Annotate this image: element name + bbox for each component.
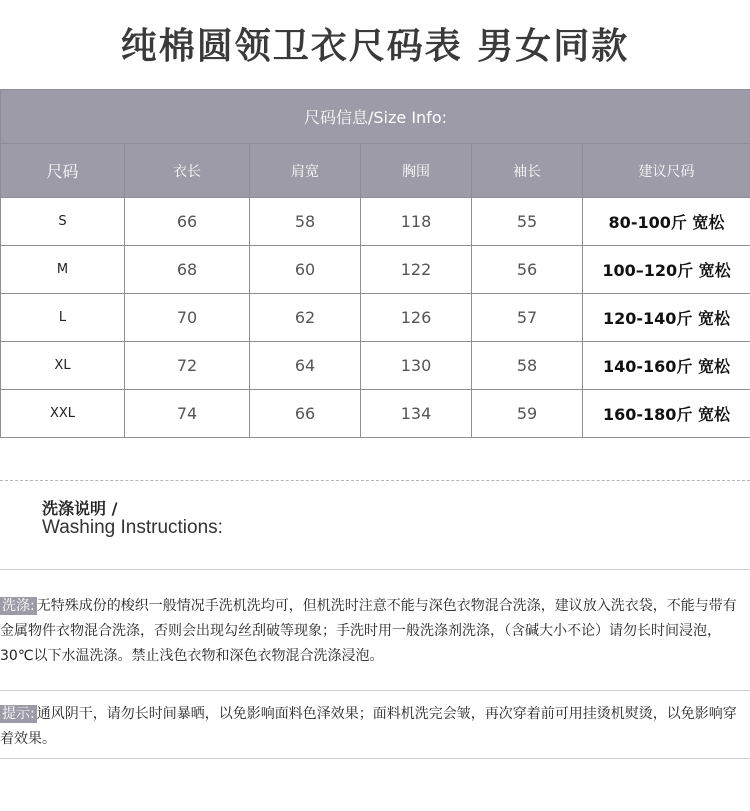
size-cell: M bbox=[1, 246, 125, 294]
chest-cell: 118 bbox=[361, 198, 472, 246]
table-row bbox=[1, 246, 750, 294]
column-header: 衣长 bbox=[125, 144, 250, 198]
shoulder-cell: 58 bbox=[250, 198, 361, 246]
sleeve-cell: 55 bbox=[472, 198, 583, 246]
page-title: 纯棉圆领卫衣尺码表 男女同款 bbox=[120, 26, 630, 67]
shoulder-cell: 62 bbox=[250, 294, 361, 342]
length-cell: 74 bbox=[125, 390, 250, 438]
chest-cell: 126 bbox=[361, 294, 472, 342]
column-header-row bbox=[1, 144, 750, 198]
table-row bbox=[1, 294, 750, 342]
length-cell: 66 bbox=[125, 198, 250, 246]
length-cell: 68 bbox=[125, 246, 250, 294]
tip-paragraph bbox=[0, 702, 745, 752]
sleeve-cell: 59 bbox=[472, 390, 583, 438]
recommend-cell: 120-140斤 宽松 bbox=[583, 294, 750, 342]
column-header: 胸围 bbox=[361, 144, 472, 198]
recommend-cell: 160-180斤 宽松 bbox=[583, 390, 750, 438]
table-row bbox=[1, 198, 750, 246]
size-cell: XXL bbox=[1, 390, 125, 438]
divider-line bbox=[0, 690, 750, 691]
column-header: 肩宽 bbox=[250, 144, 361, 198]
washing-tag: 洗涤: bbox=[2, 598, 35, 614]
shoulder-cell: 64 bbox=[250, 342, 361, 390]
column-header: 袖长 bbox=[472, 144, 583, 198]
column-header: 建议尺码 bbox=[583, 144, 750, 198]
size-cell: L bbox=[1, 294, 125, 342]
size-info-header: 尺码信息/Size Info: bbox=[1, 90, 750, 144]
divider-line bbox=[0, 758, 750, 759]
chest-cell: 130 bbox=[361, 342, 472, 390]
recommend-cell: 100–120斤 宽松 bbox=[583, 246, 750, 294]
washing-text: 无特殊成份的梭织一般情况手洗机洗均可，但机洗时注意不能与深色衣物混合洗涤，建议放入洗衣袋，不能与带有金属物件衣物混合洗涤，否则会出现勾丝刮破等现象；手洗时用一般洗涤剂洗涤，（含碱大小不论）请勿长时间浸泡，30℃以下水温洗涤。禁止浅色衣物和深色衣物混合洗涤浸泡。 bbox=[0, 598, 737, 664]
size-table bbox=[0, 89, 750, 438]
divider-line bbox=[0, 569, 750, 570]
chest-cell: 134 bbox=[361, 390, 472, 438]
tip-text: 通风阴干，请勿长时间暴晒，以免影响面料色泽效果；面料机洗完会皱，再次穿着前可用挂烫机熨烫，以免影响穿着效果。 bbox=[0, 706, 737, 747]
shoulder-cell: 60 bbox=[250, 246, 361, 294]
table-row bbox=[1, 390, 750, 438]
sleeve-cell: 56 bbox=[472, 246, 583, 294]
tip-tag: 提示: bbox=[2, 706, 35, 722]
length-cell: 70 bbox=[125, 294, 250, 342]
washing-title-cn: 洗涤说明 / bbox=[42, 499, 118, 518]
section-divider bbox=[0, 480, 750, 481]
chest-cell: 122 bbox=[361, 246, 472, 294]
sleeve-cell: 58 bbox=[472, 342, 583, 390]
length-cell: 72 bbox=[125, 342, 250, 390]
washing-paragraph bbox=[0, 594, 745, 669]
column-header: 尺码 bbox=[1, 144, 125, 198]
shoulder-cell: 66 bbox=[250, 390, 361, 438]
table-row bbox=[1, 342, 750, 390]
size-cell: XL bbox=[1, 342, 125, 390]
sleeve-cell: 57 bbox=[472, 294, 583, 342]
recommend-cell: 140-160斤 宽松 bbox=[583, 342, 750, 390]
washing-title-en: Washing Instructions: bbox=[42, 517, 223, 538]
recommend-cell: 80-100斤 宽松 bbox=[583, 198, 750, 246]
size-cell: S bbox=[1, 198, 125, 246]
